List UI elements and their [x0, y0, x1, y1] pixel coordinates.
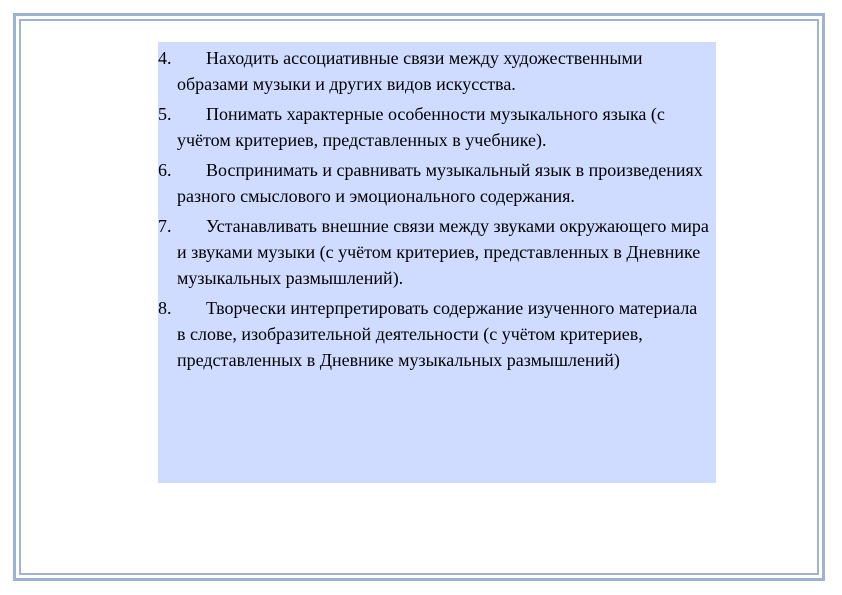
list-item-7 [158, 213, 716, 291]
list-item-8 [158, 295, 716, 373]
list-item-text: Творчески интерпретировать содержание изученного материала в слове, изобразительной деятельности (с учётом критериев, представленных в Дневнике музыкальных размышлений) [177, 298, 698, 370]
list-item-number: 7. [158, 216, 172, 236]
list-item-text: Понимать характерные особенности музыкального языка (с учётом критериев, представленных в учебнике). [177, 104, 665, 150]
list-item-number: 5. [158, 104, 172, 124]
list-item-text: Устанавливать внешние связи между звуками окружающего мира и звуками музыки (с учётом критериев, представленных в Дневнике музыкальных размышлений). [177, 216, 709, 288]
list-item-6 [158, 157, 716, 209]
list-item-number: 4. [158, 48, 172, 68]
numbered-list-box [158, 42, 716, 483]
list-item-text: Находить ассоциативные связи между художественными образами музыки и других видов искусства. [177, 48, 643, 94]
list-item-text: Воспринимать и сравнивать музыкальный язык в произведениях разного смыслового и эмоционального содержания. [177, 160, 703, 206]
list-item-number: 6. [158, 160, 172, 180]
list-item-5 [158, 101, 716, 153]
list-item-4 [158, 45, 716, 97]
list-item-number: 8. [158, 298, 172, 318]
